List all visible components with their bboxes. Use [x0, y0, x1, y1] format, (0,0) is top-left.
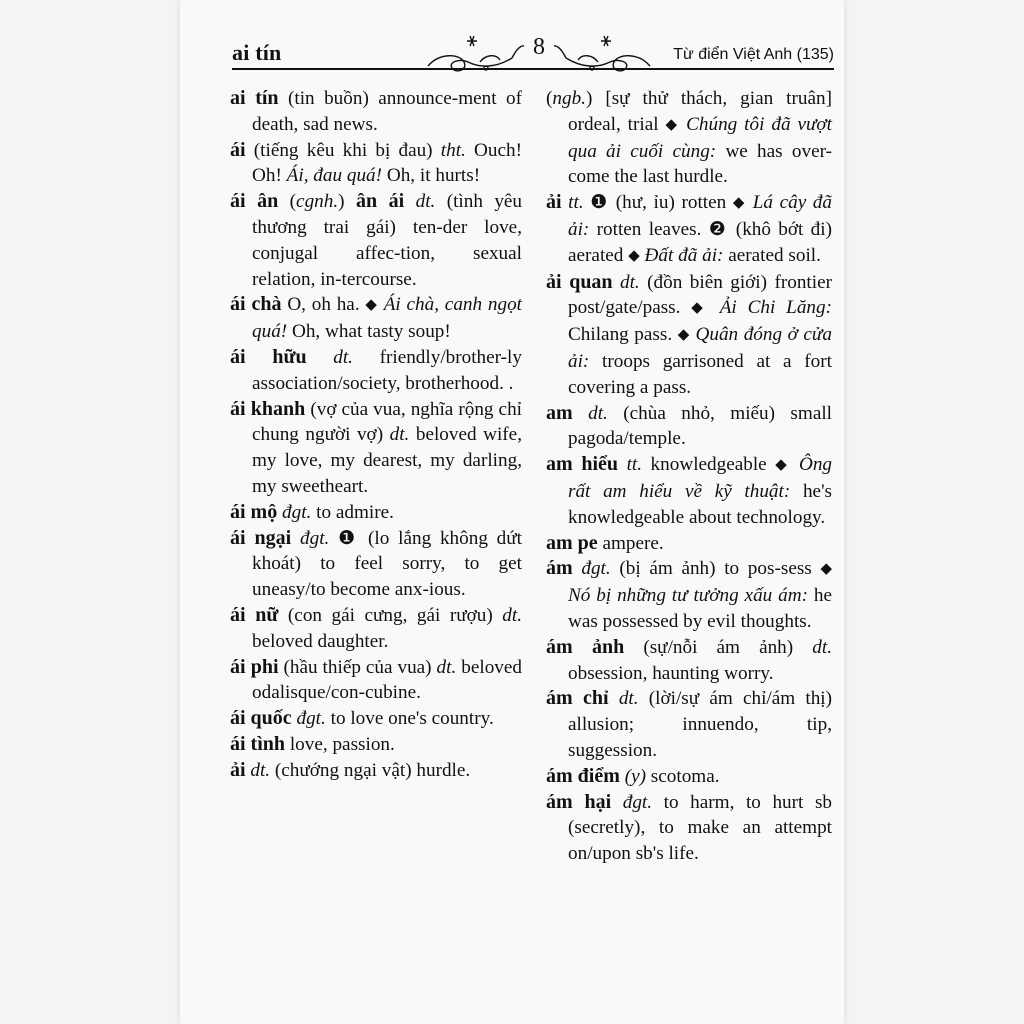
italic-text: Ải Chi Lăng: — [719, 297, 832, 319]
definition-text: to harm, to hurt sb (secretly), to make an attempt on/upon sb's life. — [568, 791, 833, 865]
definition-text: Ouch! Oh! — [252, 139, 522, 187]
definition-text: (vợ của vua, nghĩa rộng chỉ chung người vợ) — [252, 398, 522, 446]
italic-text: dt. — [620, 271, 640, 293]
definition-text: love, passion. — [285, 733, 395, 755]
italic-text: dt. — [812, 636, 833, 658]
dictionary-entry — [230, 655, 522, 707]
definition-text: (tình yêu thương trai gái) ten-der love, conjugal affec-tion, sexual relation, in-tercourse. — [252, 191, 523, 290]
italic-text: đgt. — [581, 558, 611, 580]
page-header — [232, 36, 842, 84]
italic-text: dt. — [588, 402, 608, 424]
headword: ải — [230, 758, 246, 781]
headword: ám — [546, 557, 573, 580]
definition-text: (chướng ngại vật) hurdle. — [270, 759, 471, 781]
definition-text: troops garrisoned at a fort covering a pass. — [568, 350, 832, 398]
definition-text — [613, 272, 620, 293]
definition-text — [790, 454, 799, 475]
italic-text: dt. — [250, 759, 271, 781]
dictionary-entry — [546, 452, 832, 530]
right-column — [546, 86, 832, 867]
definition-text: (con gái cưng, gái rượu) — [278, 604, 503, 626]
italic-text: Ái, đau quá! — [286, 165, 383, 187]
italic-text: đgt. — [622, 791, 653, 813]
dictionary-entry — [546, 635, 832, 687]
headword: ám ảnh — [546, 635, 625, 658]
definition-text — [618, 454, 627, 475]
headword: am hiểu — [546, 453, 619, 476]
definition-text: ( — [546, 88, 553, 109]
italic-text: Lá cây đã ải: — [568, 192, 832, 240]
headword: ái chà — [230, 293, 282, 316]
italic-text: tt. — [626, 454, 643, 476]
headword: am — [546, 401, 573, 424]
diamond-icon: ◆ — [628, 247, 640, 264]
definition-text — [611, 792, 623, 813]
definition-text — [609, 688, 619, 709]
dictionary-entry — [546, 401, 832, 453]
italic-text: (y) — [624, 765, 646, 787]
headword: ám điểm — [546, 764, 620, 787]
definition-text: beloved wife, my love, my dearest, my darling, my sweetheart. — [252, 424, 522, 497]
dictionary-entry — [546, 86, 832, 190]
dictionary-entry — [230, 345, 522, 397]
running-head: ai tín — [232, 40, 282, 65]
definition-text: (tin buồn) announce-ment of death, sad news. — [252, 88, 522, 135]
headword: ái mộ — [230, 500, 278, 523]
page-number: 8 — [524, 34, 554, 61]
headword: ái — [230, 138, 246, 161]
dictionary-entry — [230, 500, 522, 526]
dictionary-entry — [230, 138, 522, 190]
headword: ái hữu — [230, 345, 307, 368]
dictionary-entry — [230, 526, 522, 603]
headword: ái khanh — [230, 397, 306, 420]
diamond-icon: ◆ — [691, 300, 709, 317]
dictionary-entry — [230, 86, 522, 138]
dictionary-entry — [230, 189, 522, 292]
definition-text: ( — [278, 191, 297, 213]
definition-text: friendly/brother-ly association/society, brotherhood. . — [252, 346, 522, 394]
italic-text: dt. — [618, 688, 639, 710]
definition-text: to admire. — [311, 501, 394, 523]
definition-text: ampere. — [597, 532, 664, 554]
headword: ám chỉ — [546, 687, 609, 710]
italic-text: Ông rất am hiểu về kỹ thuật: — [568, 454, 833, 502]
definition-text — [709, 297, 720, 318]
definition-text: to love one's country. — [325, 708, 494, 730]
italic-text: tht. — [440, 139, 466, 161]
italic-text: dt. — [436, 656, 457, 678]
diamond-icon: ◆ — [775, 457, 791, 474]
italic-text: Chúng tôi đã vượt qua ải cuối cùng: — [568, 113, 833, 162]
definition-text: Chilang pass. — [568, 324, 678, 346]
italic-text: dt. — [502, 604, 523, 626]
definition-text: Oh, what tasty soup! — [287, 321, 451, 343]
dictionary-entry — [230, 292, 522, 345]
definition-text: ) [sự thử thách, gian truân] ordeal, trial — [568, 88, 832, 135]
definition-text: (tiếng kêu khi bị đau) — [245, 139, 441, 161]
definition-text: knowledgeable — [642, 454, 776, 476]
definition-text: ❶ (hư, ỉu) rotten — [583, 192, 733, 214]
diamond-icon: ◆ — [665, 116, 680, 133]
diamond-icon: ◆ — [365, 297, 378, 314]
italic-text: Đất đã ải: — [644, 244, 724, 266]
headword: ải — [546, 191, 562, 214]
dictionary-entry — [230, 603, 522, 655]
dictionary-entry — [546, 270, 832, 401]
dictionary-entry — [230, 706, 522, 732]
definition-text — [307, 347, 334, 368]
dictionary-entry — [546, 190, 832, 269]
book-title: Từ điển Việt Anh (135) — [673, 46, 834, 63]
flourish-ornament-icon — [420, 32, 658, 78]
definition-text: (bị ám ảnh) to pos-sess — [610, 558, 821, 580]
headword: ái ngại — [230, 526, 292, 549]
definition-text — [291, 528, 300, 549]
headword: ái quốc — [230, 707, 292, 730]
definition-text: (đồn biên giới) frontier post/gate/pass. — [568, 271, 832, 319]
definition-text — [573, 403, 588, 424]
definition-text: Oh, it hurts! — [382, 165, 481, 187]
headword: ái nữ — [230, 603, 279, 626]
headword: ải quan — [546, 270, 613, 293]
italic-text: dt. — [389, 424, 410, 446]
definition-text: beloved odalisque/con-cubine. — [252, 656, 522, 704]
definition-text: beloved daughter. — [252, 630, 389, 652]
definition-text: aerated soil. — [723, 244, 821, 266]
italic-text: Nó bị những tư tưởng xấu ám: — [568, 585, 808, 607]
headword: ai tín — [230, 87, 279, 109]
headword: am pe — [546, 531, 598, 554]
definition-text: scotoma. — [645, 765, 720, 787]
definition-text — [404, 191, 415, 212]
italic-text: dt. — [415, 191, 436, 213]
definition-text: ) — [338, 191, 356, 213]
definition-text: O, oh ha. — [281, 294, 366, 316]
definition-text: ❶ (lo lắng không dứt khoát) to feel sorry, to get uneasy/to become anx-ious. — [252, 527, 523, 601]
dictionary-entry — [546, 686, 832, 763]
definition-text: we has over-come the last hurdle. — [568, 140, 832, 188]
italic-text: Ái chà, canh ngọt quá! — [252, 294, 522, 343]
definition-text: (chùa nhỏ, miếu) small pagoda/temple. — [568, 402, 833, 450]
definition-text: (lời/sự ám chỉ/ám thị) allusion; innuendo, tip, suggession. — [568, 688, 833, 761]
dictionary-entry — [546, 556, 832, 634]
definition-text: (hầu thiếp của vua) — [278, 656, 437, 678]
dictionary-entry — [546, 764, 832, 790]
italic-text: cgnh. — [296, 191, 339, 213]
diamond-icon: ◆ — [677, 327, 690, 344]
italic-text: tt. — [568, 192, 584, 214]
italic-text: dt. — [333, 346, 353, 368]
dictionary-entry — [546, 790, 832, 867]
definition-text: rotten leaves. ❷ (khô bớt đi) aerated — [568, 218, 832, 266]
italic-text: đgt. — [300, 527, 330, 549]
italic-text: đgt. — [296, 708, 326, 730]
dictionary-entry — [230, 758, 522, 784]
diamond-icon: ◆ — [820, 561, 832, 578]
italic-text: Quân đóng ở cửa ải: — [568, 324, 832, 372]
definition-text: he was possessed by evil thoughts. — [568, 585, 832, 632]
headword: ái phi — [230, 655, 279, 678]
definition-text: obsession, haunting worry. — [568, 662, 774, 684]
definition-text — [746, 192, 753, 213]
headword: ám hại — [546, 790, 612, 813]
definition-text: he's knowledgeable about technology. — [568, 480, 832, 528]
left-column — [230, 86, 522, 784]
dictionary-entry — [230, 732, 522, 758]
definition-text: (sự/nỗi ám ảnh) — [624, 636, 813, 658]
bold-text: ân ái — [355, 190, 405, 213]
italic-text: đgt. — [282, 501, 312, 523]
italic-text: ngb. — [552, 88, 586, 109]
diamond-icon: ◆ — [732, 195, 747, 212]
headword: ái tình — [230, 732, 286, 755]
headword: ái ân — [230, 190, 279, 213]
dictionary-entry — [230, 397, 522, 500]
dictionary-entry — [546, 531, 832, 557]
